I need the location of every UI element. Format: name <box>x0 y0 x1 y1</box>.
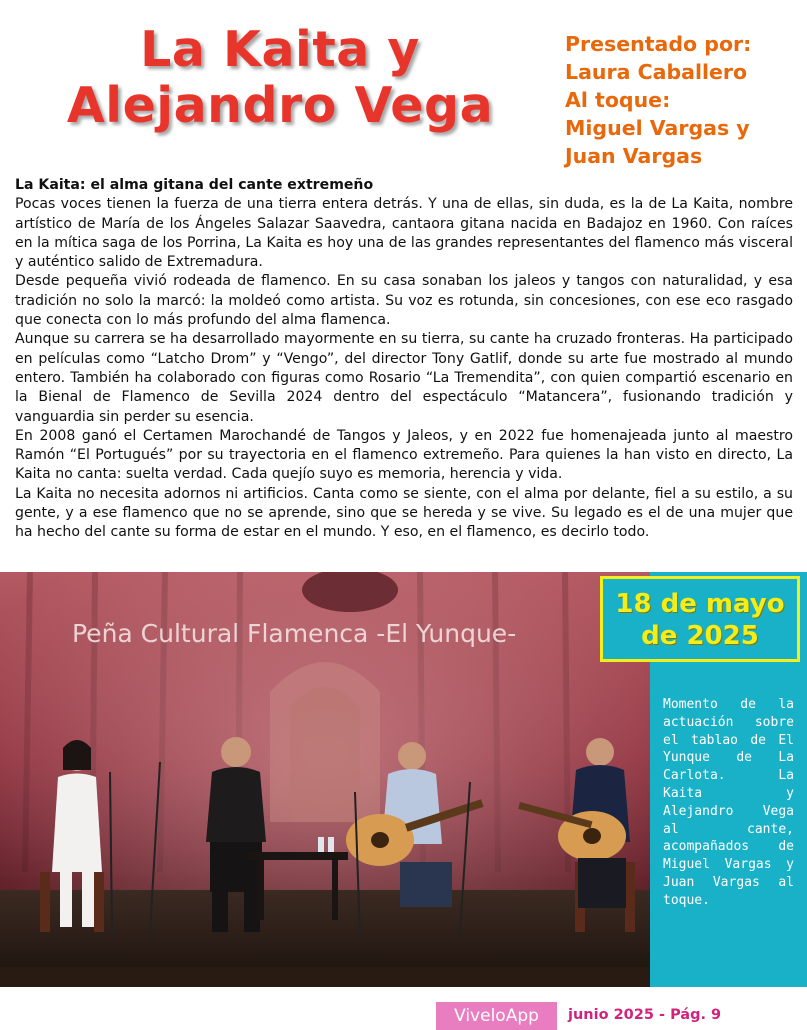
title-line-2: Alejandro Vega <box>66 77 494 134</box>
event-date <box>600 576 800 662</box>
page-title <box>20 22 540 134</box>
credits-line: Miguel Vargas y <box>565 116 750 140</box>
article-heading: La Kaita: el alma gitana del cante extremeño <box>15 177 374 193</box>
credits-line: Presentado por: <box>565 32 752 56</box>
banner-text: Peña Cultural Flamenca -El Yunque- <box>72 619 517 648</box>
article-paragraph: Aunque su carrera se ha desarrollado mayormente en su tierra, su cante ha cruzado fronteras. Ha participado en películas como “Latcho Drom” y “Vengo”, del director Tony Gatlif, donde su arte fue mostrado al mundo entero. También ha colaborado con figuras como Rosario “La Tremendita”, con quien compartió escenario en la Bienal de Flamenco de Sevilla 2024 dentro del espectáculo “Matancera”, fusionando tradición y vanguardia sin perder su esencia. <box>15 331 793 425</box>
article-paragraph: Pocas voces tienen la fuerza de una tierra entera detrás. Y una de ellas, sin duda, es la de La Kaita, nombre artístico de María de los Ángeles Salazar Saavedra, cantaora gitana nacida en Badajoz en 1960. Con raíces en la mítica saga de los Porrina, La Kaita es hoy una de las grandes representantes del flamenco más visceral y auténtico salido de Extremadura. <box>15 196 793 271</box>
credits-line: Laura Caballero <box>565 60 748 84</box>
article-paragraph: En 2008 ganó el Certamen Marochandé de Tangos y Jaleos, y en 2022 fue homenajeada junto al maestro Ramón “El Portugués” por su trayectoria en el flamenco extremeño. Para quienes la han visto en directo, La Kaita no canta: suelta verdad. Cada quejío suyo es memoria, herencia y vida. <box>15 427 793 483</box>
credits-line: Al toque: <box>565 88 671 112</box>
credits-block <box>565 30 805 170</box>
title-line-1: La Kaita y <box>140 21 420 78</box>
page-number: junio 2025 - Pág. 9 <box>568 1007 722 1023</box>
article-paragraph: Desde pequeña vivió rodeada de flamenco. En su casa sonaban los jaleos y tangos con naturalidad, y esa tradición no solo la marcó: la moldeó como artista. Su voz es rotunda, sin concesiones, con ese eco rasgado que conecta con lo más profundo del alma flamenca. <box>15 273 793 329</box>
stage-illustration <box>0 572 650 987</box>
date-line-2: de 2025 <box>641 621 759 651</box>
date-line-1: 18 de mayo <box>615 589 785 619</box>
article-body <box>15 176 793 543</box>
article-paragraph: La Kaita no necesita adornos ni artificios. Canta como se siente, con el alma por delante, fiel a su estilo, a su gente, y a ese flamenco que no se aprende, sino que se hereda y se vive. Su legado es el de una mujer que ha hecho del cante su forma de estar en el mundo. Y eso, en el flamenco, es decirlo todo. <box>15 485 793 541</box>
stage-photo <box>0 572 650 987</box>
brand-logo: ViveloApp <box>436 1002 557 1030</box>
credits-line: Juan Vargas <box>565 144 703 168</box>
photo-caption: Momento de la actuación sobre el tablao de El Yunque de La Carlota. La Kaita y Alejandro Vega al cante, acompañados de Miguel Vargas y Juan Vargas al toque. <box>657 692 800 982</box>
